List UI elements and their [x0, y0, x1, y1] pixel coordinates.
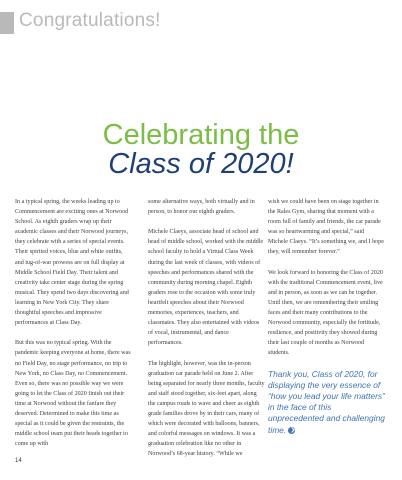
paragraph: In a typical spring, the weeks leading up to Commencement are exciting ones at Norwood School. As eighth graders wrap up their academic classes and their Norwood journeys, they celebrate with a series of special events. Their spirited voices, blue and white outfits, and tug-of-war prowess are on full display at Middle School Field Day. Their talent and creativity take center stage during the spring musical. They spend two days discovering and learning in New York City. They share thoughtful speeches and impressive performances at Class Day.: [15, 199, 129, 327]
text-column-1: [15, 197, 132, 459]
text-column-3: [268, 197, 385, 436]
article-title-line-2: Class of 2020!: [108, 148, 294, 180]
section-header: [0, 12, 402, 34]
text-column-2: [148, 197, 265, 470]
pull-quote-text: Thank you, Class of 2020, for displaying the very essence of “how you lead your life matters” in the face of this unprecedented and challenging time.: [268, 368, 385, 435]
paragraph: But this was no typical spring. With the pandemic keeping everyone at home, there was no Field Day, no stage performance, no trip to New York, no Class Day, no Commencement. Even so, there was no possible way we were going to let the Class of 2020 finish out their time at Norwood without the fanfare they deserved. Determined to make this time as special as it could be given the restraints, the middle school team put their heads together to come up with: [15, 340, 131, 448]
paragraph: The highlight, however, was the in-person graduation car parade held on June 2. After being separated for nearly three months, faculty and staff stood together, six-feet apart, along the campus roads to wave and cheer as eighth grade families drove by in their cars, many of which were decorated with balloons, banners, and colorful messages on windows. It was a graduation celebration like no other in Norwood’s 68-year history. “While we: [148, 360, 265, 458]
paragraph: Michele Claeys, associate head of school and head of middle school, worked with the middle school faculty to hold a Virtual Class Week during the last week of classes, with videos of speeches and performances shared with the community during morning chapel. Eighth graders rose to the occasion with some truly heartfelt speeches about their Norwood memories, experiences, teachers, and classmates. They also entertained with videos of vocal, instrumental, and dance performances.: [148, 229, 264, 347]
page-number: 14: [15, 458, 22, 464]
section-header-label: Congratulations!: [19, 10, 161, 31]
header-accent-bar: [0, 12, 14, 34]
check-circle-icon: [288, 427, 295, 434]
paragraph: We look forward to honoring the Class of 2020 with the traditional Commencement event, live and in person, as soon as we can be together. Until then, we are remembering their smiling faces and their many contributions to the Norwood community, especially the fortitude, resilience, and positivity they showed during their last couple of months as Norwood students.: [268, 269, 383, 357]
article-title-line-1: Celebrating the: [102, 119, 300, 151]
paragraph: some alternative ways, both virtually and in person, to honor our eighth graders.: [148, 199, 255, 216]
pull-quote: [268, 369, 385, 436]
paragraph: wish we could have been on stage together in the Rales Gym, sharing that moment with a room full of family and friends, the car parade was so heartwarming and special,” said Michele Claeys. “It’s something we, and I hope they, will remember forever.”: [268, 199, 384, 256]
